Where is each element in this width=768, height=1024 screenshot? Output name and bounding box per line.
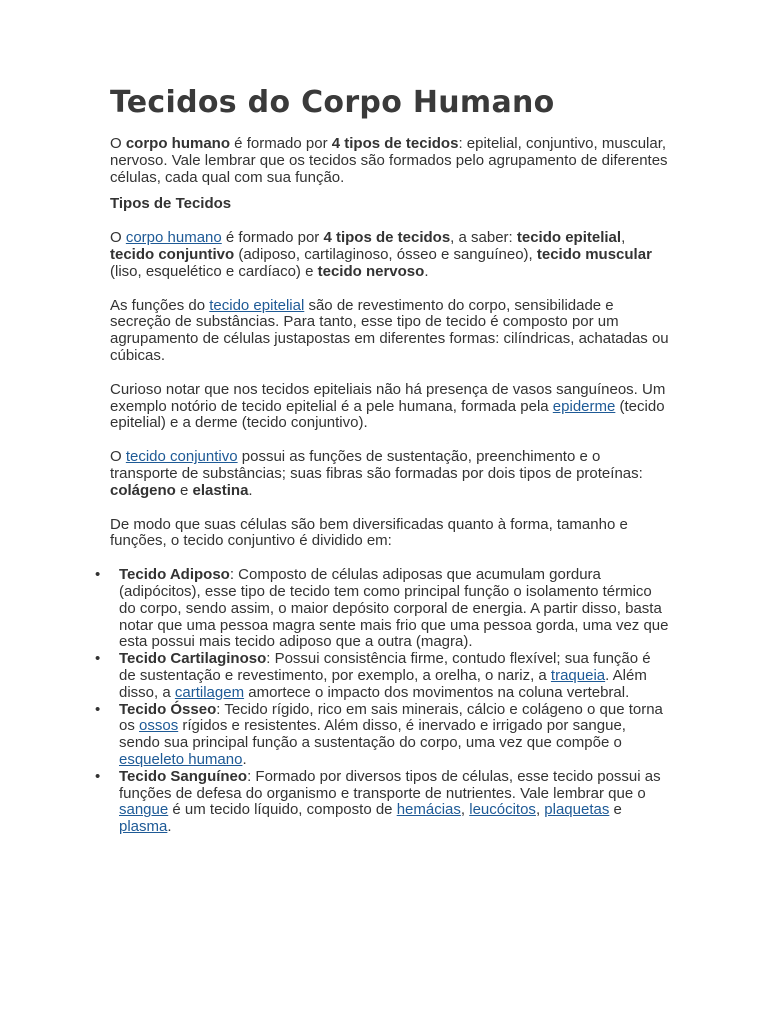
text: . [242, 750, 247, 768]
intro-paragraph [110, 136, 670, 186]
text: rígidos e resistentes. Além disso, é inervado e irrigado por sangue, sendo sua principal função a sustentação do corpo, uma vez que compõe o [119, 717, 626, 752]
text: e [175, 481, 193, 499]
text: Curioso notar que nos tecidos epiteliais não há presença de vasos sanguíneos. Um exemplo notório de tecido epitelial é a pele humana, formada pela [110, 380, 666, 415]
list-item-adiposo [119, 567, 670, 651]
text: As funções do [110, 296, 210, 314]
text: é um tecido líquido, composto de [168, 801, 397, 819]
paragraph-tipos [110, 230, 670, 280]
link-plasma[interactable]: plasma [119, 818, 168, 836]
text: (liso, esquelético e cardíaco) e [110, 262, 318, 280]
bold-text: Tecido Adiposo [119, 566, 230, 584]
text: O [110, 229, 126, 247]
text: , a saber: [450, 229, 517, 247]
text: O [110, 135, 126, 152]
link-corpo-humano[interactable]: corpo humano [125, 229, 222, 247]
text: . Além disso, a [119, 666, 647, 701]
bold-text: 4 tipos de tecidos [331, 135, 459, 152]
bold-text: tecido epitelial [516, 229, 622, 247]
text: De modo que suas células são bem diversificadas quanto à forma, tamanho e funções, o tecido conjuntivo é dividido em: [110, 515, 628, 550]
text: O [110, 448, 126, 466]
text: : Tecido rígido, rico em sais minerais, cálcio e colágeno o que torna os [119, 700, 663, 735]
text: é formado por [221, 229, 324, 247]
bold-text: colágeno [110, 481, 176, 499]
bold-text: tecido nervoso [317, 262, 425, 280]
link-epiderme[interactable]: epiderme [552, 397, 616, 415]
paragraph-epitelial [110, 298, 670, 365]
list-item-sanguineo [119, 769, 670, 836]
tissue-list [110, 567, 670, 836]
text: , [460, 801, 470, 819]
section-heading: Tipos de Tecidos [110, 195, 232, 213]
page-title: Tecidos do Corpo Humano [110, 85, 555, 120]
text: : Possui consistência firme, contudo flexível; sua função é de sustentação e revestimento, por exemplo, a orelha, o nariz, a [119, 650, 651, 684]
text: (adiposo, cartilaginoso, ósseo e sanguíneo), [234, 245, 537, 263]
text: . [248, 481, 253, 499]
text: amortece o impacto dos movimentos na coluna vertebral. [244, 683, 630, 701]
paragraph-divisao [110, 517, 670, 551]
bold-text: 4 tipos de tecidos [323, 229, 451, 247]
paragraph-vasos [110, 382, 670, 432]
text: , [535, 801, 545, 819]
text: e [609, 801, 622, 819]
link-leucocitos[interactable]: leucócitos [469, 801, 536, 819]
bold-text: Tecido Ósseo [119, 700, 217, 718]
bold-text: tecido conjuntivo [110, 245, 235, 263]
text: . [424, 262, 429, 280]
text: : epitelial, conjuntivo, muscular, nervoso. Vale lembrar que os tecidos são formados pelo agrupamento de diferentes células, cada qual com sua função. [110, 135, 668, 186]
link-tecido-epitelial[interactable]: tecido epitelial [209, 296, 305, 314]
article-content [110, 84, 670, 836]
link-plaquetas[interactable]: plaquetas [544, 801, 610, 819]
text: . [167, 818, 172, 836]
text: : Composto de células adiposas que acumulam gordura (adipócitos), esse tipo de tecido tem como principal função o isolamento térmico do corpo, sendo assim, o maior depósito corporal de energia. A partir disso, basta notar que uma pessoa magra sente mais frio que uma pessoa gorda, uma vez que esta possui mais tecido adiposo que a outra (magra). [119, 566, 669, 651]
list-item-osseo [119, 702, 670, 769]
bold-text: Tecido Cartilaginoso [119, 650, 267, 668]
link-tecido-conjuntivo[interactable]: tecido conjuntivo [125, 448, 238, 466]
bold-text: Tecido Sanguíneo [119, 767, 248, 785]
text: , [621, 229, 626, 247]
link-ossos[interactable]: ossos [139, 717, 179, 735]
link-traqueia[interactable]: traqueia [550, 666, 606, 684]
text: : Formado por diversos tipos de células, esse tecido possui as funções de defesa do organismo e transporte de nutrientes. Vale lembrar que o [119, 767, 661, 802]
paragraph-conjuntivo [110, 449, 670, 499]
bold-text: elastina [192, 481, 249, 499]
link-sangue[interactable]: sangue [119, 801, 169, 819]
bold-text: corpo humano [125, 135, 231, 152]
list-item-cartilaginoso [119, 651, 670, 701]
text: (tecido epitelial) e a derme (tecido conjuntivo). [110, 397, 665, 432]
text: possui as funções de sustentação, preenchimento e o transporte de substâncias; suas fibras são formadas por dois tipos de proteínas: [110, 448, 643, 482]
link-cartilagem[interactable]: cartilagem [174, 683, 245, 701]
bold-text: tecido muscular [536, 245, 652, 263]
link-esqueleto-humano[interactable]: esqueleto humano [119, 750, 243, 768]
text: são de revestimento do corpo, sensibilidade e secreção de substâncias. Para tanto, esse tipo de tecido é composto por um agrupamento de células justapostas em diferentes formas: cilíndricas, achatadas ou cúbicas. [110, 296, 669, 364]
link-hemacias[interactable]: hemácias [396, 801, 461, 819]
text: é formado por [230, 135, 332, 152]
